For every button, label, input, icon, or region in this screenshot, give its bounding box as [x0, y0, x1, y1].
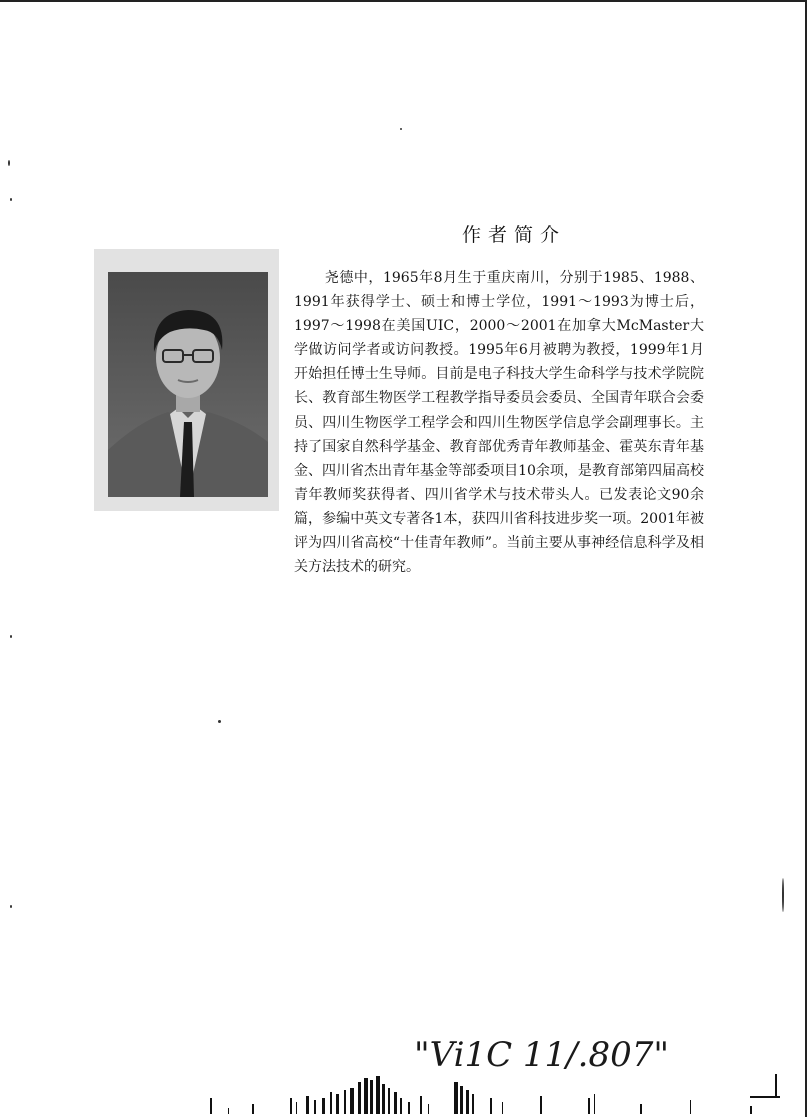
author-biography: 尧德中，1965年8月生于重庆南川，分别于1985、1988、1991年获得学士、硕士和博士学位，1991～1993为博士后，1997～1998在美国UIC，2000～2001在加拿大McMaster大学做访问学者或访问教授。1995年6月被聘为教授，1999年1月开始担任博士生导师。目前是电子科技大学生命科学与技术学院院长、教育部生物医学工程教学指导委员会委员、全国青年联合会委员、四川生物医学工程学会和四川生物医学信息学会副理事长。主持了国家自然科学基金、教育部优秀青年教师基金、霍英东青年基金、四川省杰出青年基金等部委项目10余项，是教育部第四届高校青年教师奖获得者、四川省学术与技术带头人。已发表论文90余篇，参编中英文专著各1本，获四川省科技进步奖一项。2001年被评为四川省高校“十佳青年教师”。当前主要从事神经信息科学及相关方法技术的研究。: [294, 270, 704, 576]
author-photo: [108, 272, 268, 497]
scan-speck: [218, 720, 221, 723]
section-title: 作者简介: [462, 224, 567, 246]
scan-speck: [10, 905, 12, 908]
noise-bars: [210, 1074, 780, 1114]
scan-border-top: [0, 0, 807, 2]
scan-speck: [10, 635, 12, 638]
scan-speck: [782, 878, 784, 912]
handwritten-note-text: "Vi1C 11/.807": [414, 1035, 669, 1075]
scan-speck: [400, 128, 402, 130]
author-portrait-image: [108, 272, 268, 497]
scan-speck: [10, 198, 12, 201]
scan-noise-barcode: [210, 1068, 800, 1114]
scan-speck: [8, 160, 10, 166]
